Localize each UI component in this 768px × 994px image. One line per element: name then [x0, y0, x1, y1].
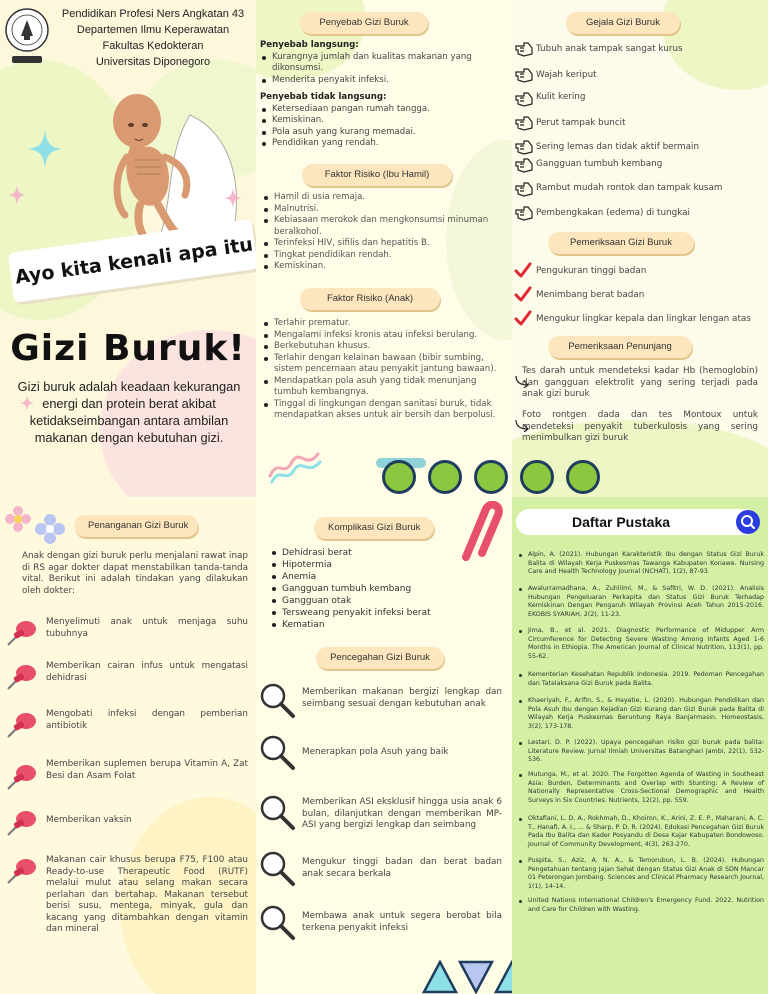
reference-item: Lestari, D. P. (2022). Upaya pencegahan risiko gizi buruk pada balita: Literature Review. Jurnal Ilmiah Universitas Batanghari Jambi, 22(1), 532-536. [518, 739, 764, 765]
pin-icon [4, 809, 38, 839]
list-item: Malnutrisi. [262, 204, 508, 216]
list-item: Berkebutuhan khusus. [262, 341, 508, 353]
komplikasi-list [270, 547, 500, 631]
penunjang-label: Tes darah untuk mendeteksi kadar Hb (hemoglobin) dan gangguan elektrolit yang sering terjadi pada anak gizi buruk [522, 366, 758, 399]
penanganan-intro: Anak dengan gizi buruk perlu menjalani rawat inap di RS agar dokter dapat menstabilkan tanda-tanda vital. Berikut ini adalah tindakan yang dilakukan oleh dokter: [22, 551, 248, 596]
reference-item: Puspita, S., Aziz, A. N. A., & Temorubun, L. B. (2024). Hubungan Pengetahuan tentang Jajan Sehat dengan Status Gizi Anak di SDN Mancar 01 Peterongan Jombang. Sciences and Clinical Pharmacy Research Journal, 1(1), 14-14. [518, 857, 764, 891]
pencegahan-label: Memberikan ASI eksklusif hingga usia anak 6 bulan, dilanjutkan dengan memberikan MP-ASI yang bergizi lengkap dan seimbang [302, 797, 502, 830]
section-pill-gejala: Gejala Gizi Buruk [566, 12, 680, 34]
list-item: Tingkat pendidikan rendah. [262, 250, 508, 262]
faktor-ibu-list [262, 192, 508, 273]
pencegahan-label: Mengukur tinggi badan dan berat badan anak secara berkala [302, 857, 502, 879]
checkmark-icon [514, 310, 532, 326]
flower-decoration-icon [4, 501, 74, 551]
search-icon [736, 510, 760, 534]
list-item: Terlahir prematur. [262, 318, 508, 330]
page-title: Gizi Buruk! [10, 328, 246, 369]
penyebab-content [260, 40, 508, 150]
gejala-label: Sering lemas dan tidak aktif bermain [536, 142, 700, 152]
decoration-circles [382, 460, 662, 496]
hand-pointing-icon [514, 90, 534, 108]
gejala-label: Tubuh anak tampak sangat kurus [536, 44, 683, 54]
gejala-label: Kulit kering [536, 92, 586, 102]
header-program: Pendidikan Profesi Ners Angkatan 43 [61, 8, 245, 20]
magnifier-icon [258, 903, 296, 941]
pencegahan-label: Memberikan makanan bergizi lengkap dan seimbang sesuai dengan kebutuhan anak [302, 687, 502, 709]
hand-pointing-icon [514, 114, 534, 132]
list-item: Pendidikan yang rendah. [260, 138, 508, 150]
list-item: Terinfeksi HIV, sifilis dan hepatitis B. [262, 238, 508, 250]
symptoms-panel [512, 0, 768, 497]
gejala-label: Wajah keriput [536, 70, 597, 80]
penyebab-tidak-langsung-title: Penyebab tidak langsung: [260, 92, 387, 102]
pencegahan-label: Menerapkan pola Asuh yang baik [302, 747, 449, 757]
hand-pointing-icon [514, 138, 534, 156]
gejala-label: Rambut mudah rontok dan tampak kusam [536, 183, 723, 193]
gejala-label: Gangguan tumbuh kembang [536, 159, 663, 169]
reference-item: Awalurramadhana, A., Zuhlilmi, M., & Safitri, W. D. (2021). Analisis Hubungan Pengeluaran Perkapita dan Status Gizi Buruk Terhadap Kemiskinan Dengan Pengaruh Wilayah Provinsi Aceh Tahun 2015-2016. EKOBIS SYARIAH, 2(2), 11-23. [518, 585, 764, 619]
list-item: Terlahir dengan kelainan bawaan (bibir sumbing, sistem pencernaan atau penyakit jantung bawaan). [262, 353, 508, 376]
reference-item: Mutunga, M., et al. 2020. The Forgotten Agenda of Wasting in Southeast Asia: Burden, Determinants and Overlap with Stunting: A Review of Nationally Representative Cross-Sectional Demographic and Health Surveys in Six Countries. Nutrients, 12(2), pp. 559. [518, 771, 764, 805]
magnifier-icon [258, 793, 296, 831]
section-pill-penyebab: Penyebab Gizi Buruk [300, 12, 428, 34]
references-title: Daftar Pustaka [571, 514, 671, 530]
hand-pointing-icon [514, 180, 534, 198]
pemeriksaan-label: Mengukur lingkar kepala dan lingkar lengan atas [536, 314, 751, 324]
sparkle-icon [224, 188, 242, 208]
intro-panel [0, 0, 256, 497]
faktor-anak-content [262, 318, 508, 422]
institution-header [50, 6, 256, 70]
decoration-circle [382, 460, 416, 494]
list-item: Tersweang penyakit infeksi berat [270, 607, 500, 619]
definition-text: Gizi buruk adalah keadaan kekurangan energi dan protein berat akibat ketidakseimbangan antara ambilan makanan dengan kebutuhan gizi. [17, 379, 241, 445]
reference-item: Khaeriyah, F., Arifin, S., & Hayatie, L. (2020). Hubungan Pendidikan dan Pola Asuh Ibu dengan Kejadian Gizi Kurang dan Gizi Buruk pada Balita di Wilayah Kerja Puskesmas Beruntung Raya Banjarmasin. Homeostasis, 3(2), 173-178. [518, 697, 764, 731]
list-item: Kemiskinan. [262, 261, 508, 273]
list-item: Gangguan otak [270, 595, 500, 607]
magnifier-icon [258, 681, 296, 719]
references-panel [512, 497, 768, 994]
decoration-circle [428, 460, 462, 494]
list-item: Hamil di usia remaja. [262, 192, 508, 204]
list-item: Menderita penyakit infeksi. [260, 75, 508, 87]
penanganan-label: Menyelimuti anak untuk menjaga suhu tubuhnya [46, 617, 248, 639]
penanganan-label: Memberikan suplemen berupa Vitamin A, Zat Besi dan Asam Folat [46, 759, 248, 781]
decoration-circle [474, 460, 508, 494]
hand-pointing-icon [514, 204, 534, 222]
section-pill-faktor-ibu: Faktor Risiko (Ibu Hamil) [302, 164, 452, 186]
checkmark-icon [514, 286, 532, 302]
section-pill-komplikasi: Komplikasi Gizi Buruk [314, 517, 434, 539]
header-university: Universitas Diponegoro [95, 56, 211, 68]
pin-icon [4, 763, 38, 793]
list-item: Dehidrasi berat [270, 547, 500, 559]
penyebab-langsung-list [260, 52, 508, 87]
penanganan-label: Makanan cair khusus berupa F75, F100 atau Ready-to-use Therapeutic Food (RUTF) melalui mulut atau selang makan secara perlahan dan bertahap. Makanan tersebut berisi susu, mentega, minyak, gula dan kacang yang ditambahkan dengan vitamin dan mineral [46, 855, 248, 934]
squiggle-decoration [266, 448, 326, 484]
sparkle-icon [8, 185, 26, 205]
section-pill-pencegahan: Pencegahan Gizi Buruk [316, 647, 444, 669]
pin-icon [4, 857, 38, 887]
penyebab-langsung-title: Penyebab langsung: [260, 40, 359, 50]
hand-pointing-icon [514, 40, 534, 58]
reference-item: United Nations International Children's Emergency Fund. 2022. Nutrition and Care for Children with Wasting. [518, 897, 764, 914]
list-item: Mendapatkan pola asuh yang tidak menunjang tumbuh kembangnya. [262, 376, 508, 399]
hand-pointing-icon [514, 66, 534, 84]
faktor-anak-list [262, 318, 508, 422]
komplikasi-content [270, 547, 500, 631]
prevention-panel [256, 497, 512, 994]
gejala-label: Perut tampak buncit [536, 118, 626, 128]
reference-item: Jima, B., et al. 2021. Diagnostic Performance of Midupper Arm Circumference for Detecting Severe Wasting Among Infants Aged 1-6 Months in Ethiopia. The American Journal of Clinical Nutrition, 113(1), pp. 55-62. [518, 627, 764, 661]
pemeriksaan-label: Pengukuran tinggi badan [536, 266, 647, 276]
treatment-panel [0, 497, 256, 994]
list-item: Gangguan tumbuh kembang [270, 583, 500, 595]
header-department: Departemen Ilmu Keperawatan [76, 24, 230, 36]
section-pill-penunjang: Pemeriksaan Penunjang [548, 336, 692, 358]
pin-icon [4, 619, 38, 649]
list-item: Mengalami infeksi kronis atau infeksi berulang. [262, 330, 508, 342]
banner-text: Ayo kita kenali apa itu [13, 233, 255, 289]
list-item: Kurangnya jumlah dan kualitas makanan yang dikonsumsi. [260, 52, 508, 75]
list-item: Kebiasaan merokok dan mengkonsumsi minuman beralkohol. [262, 215, 508, 238]
faktor-ibu-content [262, 192, 508, 273]
list-item: Pola asuh yang kurang memadai. [260, 127, 508, 139]
reference-item: Oktafiani, L. D. A., Rokhmah, D., Khoiron, K., Arini, Z. E. P., Maharani, A. C. T., Hanafi, A. I., ... & Sharp, P. D. R. (2024). Edukasi Pencegahan Gizi Buruk Pada Ibu Balita dan Kader Posyandu di Desa Kajar Kabupaten Bondowoso. Journal of Community Development, 4(3), 263-270. [518, 815, 764, 849]
search-button[interactable] [736, 510, 760, 534]
sparkle-icon [28, 130, 62, 168]
university-logo [4, 6, 50, 66]
gejala-label: Pembengkakan (edema) di tungkai [536, 208, 690, 218]
section-pill-faktor-anak: Faktor Risiko (Anak) [300, 288, 440, 310]
list-item: Anemia [270, 571, 500, 583]
penanganan-label: Mengobati infeksi dengan pemberian antibiotik [46, 709, 248, 731]
penunjang-label: Foto rontgen dada dan tes Montoux untuk mendeteksi penyakit tuberkulosis yang sering menimbulkan gizi buruk [522, 410, 758, 443]
decoration-circle [520, 460, 554, 494]
reference-item: Alpin, A. (2021). Hubungan Karakteristik Ibu dengan Status Gizi Buruk Balita di Wilayah Kerja Puskesmas Tawanga Kabupaten Konawe. Nursing Care and Health Technology Journal (NCHAT), 1(2), 87-93. [518, 551, 764, 577]
hand-pointing-icon [514, 156, 534, 174]
decoration-circle [566, 460, 600, 494]
magnifier-icon [258, 849, 296, 887]
penanganan-label: Memberikan cairan infus untuk mengatasi dehidrasi [46, 661, 248, 683]
pemeriksaan-label: Menimbang berat badan [536, 290, 645, 300]
list-item: Kemiskinan. [260, 115, 508, 127]
pin-icon [4, 663, 38, 693]
magnifier-icon [258, 733, 296, 771]
checkmark-icon [514, 262, 532, 278]
reference-item: Kementerian Kesehatan Republik Indonesia. 2019. Pedoman Pencegahan dan Tatalaksana Gizi Buruk pada Balita. [518, 671, 764, 688]
list-item: Kematian [270, 619, 500, 631]
list-item: Ketersediaan pangan rumah tangga. [260, 104, 508, 116]
section-pill-penanganan: Penanganan Gizi Buruk [74, 515, 198, 537]
header-faculty: Fakultas Kedokteran [102, 40, 204, 52]
penyebab-tidak-langsung-list [260, 104, 508, 150]
pin-icon [4, 711, 38, 741]
section-pill-pemeriksaan: Pemeriksaan Gizi Buruk [548, 232, 694, 254]
causes-panel [256, 0, 512, 497]
list-item: Tinggal di lingkungan dengan sanitasi buruk, tidak mendapatkan akses untuk air bersih dan berpolusi. [262, 399, 508, 422]
pencegahan-label: Membawa anak untuk segera berobat bila terkena penyakit infeksi [302, 911, 502, 933]
penanganan-label: Memberikan vaksin [46, 815, 132, 825]
list-item: Hipotermia [270, 559, 500, 571]
